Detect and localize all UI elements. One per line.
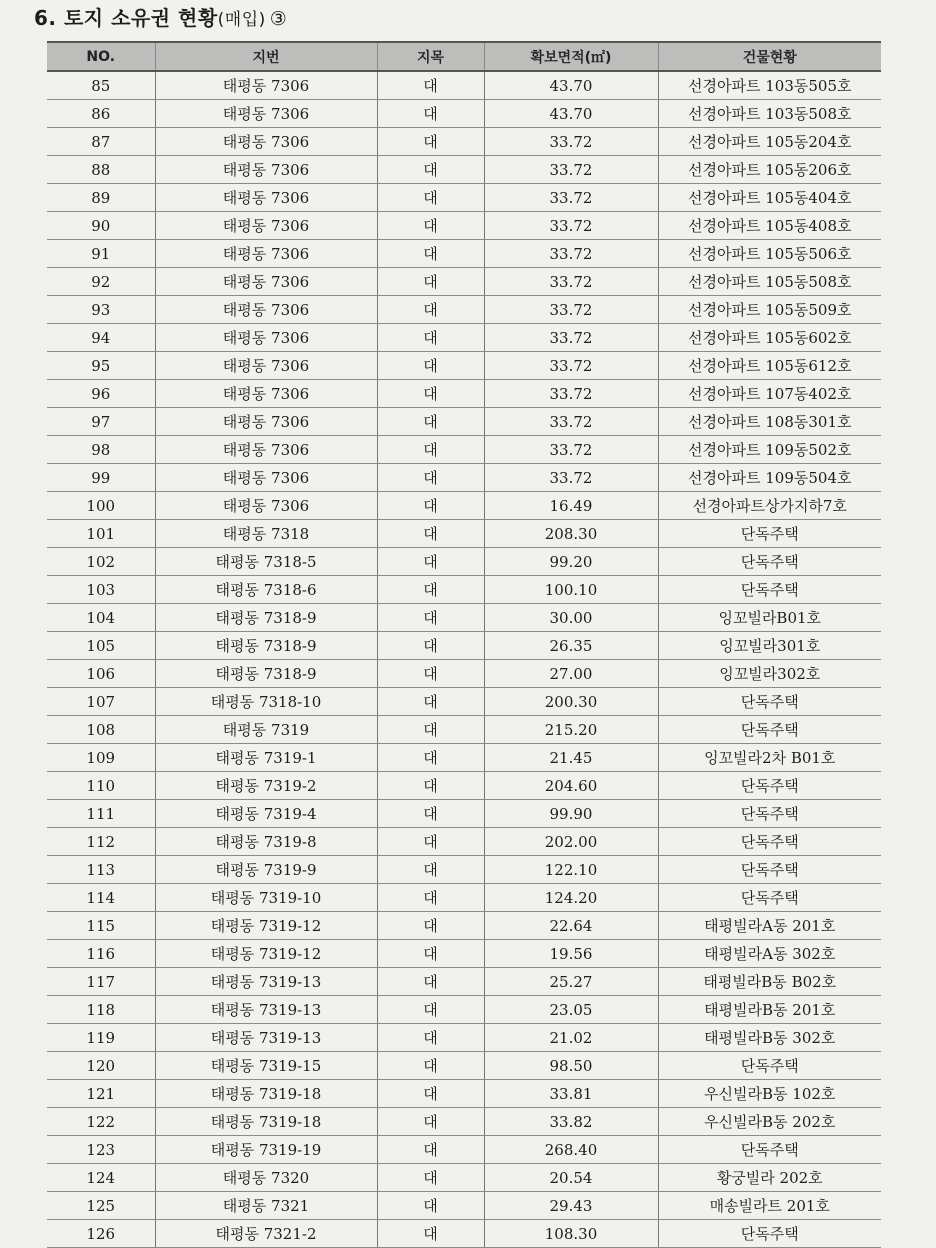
- table-row: [47, 240, 881, 268]
- cell-land-category: 대: [377, 1192, 484, 1220]
- cell-no: 89: [47, 184, 155, 212]
- title-number: ③: [269, 8, 288, 30]
- table-row: [47, 71, 881, 100]
- cell-no: 106: [47, 660, 155, 688]
- cell-land-category: 대: [377, 744, 484, 772]
- cell-lot-number: 태평동 7306: [155, 128, 377, 156]
- cell-lot-number: 태평동 7319-12: [155, 940, 377, 968]
- cell-secured-area: 33.72: [484, 268, 658, 296]
- cell-secured-area: 33.72: [484, 240, 658, 268]
- cell-no: 86: [47, 100, 155, 128]
- cell-lot-number: 태평동 7319-4: [155, 800, 377, 828]
- cell-lot-number: 태평동 7306: [155, 240, 377, 268]
- cell-building-status: 선경아파트 105동508호: [658, 268, 881, 296]
- cell-lot-number: 태평동 7319-10: [155, 884, 377, 912]
- cell-secured-area: 23.05: [484, 996, 658, 1024]
- table-row: [47, 100, 881, 128]
- cell-lot-number: 태평동 7306: [155, 212, 377, 240]
- cell-building-status: 선경아파트 103동508호: [658, 100, 881, 128]
- cell-land-category: 대: [377, 408, 484, 436]
- cell-secured-area: 268.40: [484, 1136, 658, 1164]
- cell-no: 95: [47, 352, 155, 380]
- cell-building-status: 선경아파트 108동301호: [658, 408, 881, 436]
- cell-secured-area: 29.43: [484, 1192, 658, 1220]
- cell-land-category: 대: [377, 548, 484, 576]
- cell-lot-number: 태평동 7318-9: [155, 660, 377, 688]
- cell-lot-number: 태평동 7319-8: [155, 828, 377, 856]
- cell-building-status: 선경아파트 105동404호: [658, 184, 881, 212]
- cell-land-category: 대: [377, 156, 484, 184]
- cell-land-category: 대: [377, 520, 484, 548]
- cell-building-status: 단독주택: [658, 856, 881, 884]
- header-building-status: 건물현황: [658, 42, 881, 71]
- cell-building-status: 선경아파트 105동506호: [658, 240, 881, 268]
- cell-secured-area: 99.20: [484, 548, 658, 576]
- cell-no: 104: [47, 604, 155, 632]
- cell-secured-area: 27.00: [484, 660, 658, 688]
- cell-land-category: 대: [377, 772, 484, 800]
- cell-no: 100: [47, 492, 155, 520]
- cell-no: 113: [47, 856, 155, 884]
- cell-land-category: 대: [377, 128, 484, 156]
- cell-land-category: 대: [377, 296, 484, 324]
- cell-no: 108: [47, 716, 155, 744]
- cell-land-category: 대: [377, 856, 484, 884]
- table-body: [47, 71, 881, 1248]
- cell-building-status: 태평빌라B동 302호: [658, 1024, 881, 1052]
- cell-no: 98: [47, 436, 155, 464]
- cell-secured-area: 202.00: [484, 828, 658, 856]
- cell-lot-number: 태평동 7306: [155, 352, 377, 380]
- cell-secured-area: 108.30: [484, 1220, 658, 1248]
- table-row: [47, 548, 881, 576]
- cell-building-status: 선경아파트 105동408호: [658, 212, 881, 240]
- cell-no: 99: [47, 464, 155, 492]
- cell-land-category: 대: [377, 912, 484, 940]
- cell-secured-area: 22.64: [484, 912, 658, 940]
- cell-lot-number: 태평동 7306: [155, 380, 377, 408]
- cell-lot-number: 태평동 7320: [155, 1164, 377, 1192]
- cell-land-category: 대: [377, 1136, 484, 1164]
- cell-no: 109: [47, 744, 155, 772]
- header-lot-number: 지번: [155, 42, 377, 71]
- cell-building-status: 황궁빌라 202호: [658, 1164, 881, 1192]
- table-row: [47, 436, 881, 464]
- cell-secured-area: 43.70: [484, 71, 658, 100]
- cell-land-category: 대: [377, 716, 484, 744]
- cell-lot-number: 태평동 7319-18: [155, 1080, 377, 1108]
- cell-no: 119: [47, 1024, 155, 1052]
- header-no: NO.: [47, 42, 155, 71]
- cell-building-status: 우신빌라B동 202호: [658, 1108, 881, 1136]
- cell-lot-number: 태평동 7306: [155, 156, 377, 184]
- cell-building-status: 매송빌라트 201호: [658, 1192, 881, 1220]
- cell-building-status: 선경아파트 105동206호: [658, 156, 881, 184]
- cell-no: 115: [47, 912, 155, 940]
- cell-no: 114: [47, 884, 155, 912]
- table-row: [47, 660, 881, 688]
- cell-land-category: 대: [377, 240, 484, 268]
- cell-land-category: 대: [377, 1080, 484, 1108]
- table-row: [47, 604, 881, 632]
- cell-secured-area: 122.10: [484, 856, 658, 884]
- cell-lot-number: 태평동 7318-10: [155, 688, 377, 716]
- cell-land-category: 대: [377, 380, 484, 408]
- cell-building-status: 단독주택: [658, 884, 881, 912]
- cell-lot-number: 태평동 7306: [155, 71, 377, 100]
- cell-secured-area: 33.81: [484, 1080, 658, 1108]
- cell-secured-area: 19.56: [484, 940, 658, 968]
- cell-building-status: 단독주택: [658, 548, 881, 576]
- table-row: [47, 1024, 881, 1052]
- table-row: [47, 856, 881, 884]
- cell-no: 122: [47, 1108, 155, 1136]
- table-row: [47, 968, 881, 996]
- table-header-row: [47, 42, 881, 71]
- cell-secured-area: 26.35: [484, 632, 658, 660]
- cell-lot-number: 태평동 7319: [155, 716, 377, 744]
- table-row: [47, 268, 881, 296]
- cell-building-status: 단독주택: [658, 520, 881, 548]
- page-title: [34, 2, 287, 31]
- table-row: [47, 492, 881, 520]
- cell-land-category: 대: [377, 632, 484, 660]
- cell-secured-area: 16.49: [484, 492, 658, 520]
- cell-lot-number: 태평동 7319-18: [155, 1108, 377, 1136]
- table-row: [47, 324, 881, 352]
- land-ownership-table: [47, 41, 881, 1248]
- cell-building-status: 태평빌라A동 201호: [658, 912, 881, 940]
- cell-building-status: 단독주택: [658, 688, 881, 716]
- cell-secured-area: 33.72: [484, 156, 658, 184]
- cell-secured-area: 33.72: [484, 380, 658, 408]
- cell-land-category: 대: [377, 464, 484, 492]
- cell-secured-area: 33.82: [484, 1108, 658, 1136]
- cell-no: 103: [47, 576, 155, 604]
- cell-building-status: 태평빌라B동 201호: [658, 996, 881, 1024]
- cell-land-category: 대: [377, 660, 484, 688]
- table-row: [47, 772, 881, 800]
- cell-secured-area: 20.54: [484, 1164, 658, 1192]
- table-row: [47, 632, 881, 660]
- cell-secured-area: 33.72: [484, 464, 658, 492]
- cell-no: 97: [47, 408, 155, 436]
- cell-building-status: 선경아파트 105동602호: [658, 324, 881, 352]
- cell-building-status: 선경아파트상가지하7호: [658, 492, 881, 520]
- cell-secured-area: 33.72: [484, 436, 658, 464]
- cell-building-status: 단독주택: [658, 576, 881, 604]
- header-land-category: 지목: [377, 42, 484, 71]
- cell-building-status: 선경아파트 105동204호: [658, 128, 881, 156]
- cell-land-category: 대: [377, 1164, 484, 1192]
- cell-building-status: 선경아파트 103동505호: [658, 71, 881, 100]
- cell-land-category: 대: [377, 996, 484, 1024]
- cell-lot-number: 태평동 7319-19: [155, 1136, 377, 1164]
- cell-lot-number: 태평동 7319-13: [155, 996, 377, 1024]
- cell-secured-area: 98.50: [484, 1052, 658, 1080]
- cell-secured-area: 204.60: [484, 772, 658, 800]
- cell-secured-area: 33.72: [484, 296, 658, 324]
- table-row: [47, 940, 881, 968]
- cell-lot-number: 태평동 7306: [155, 324, 377, 352]
- cell-lot-number: 태평동 7306: [155, 268, 377, 296]
- cell-no: 112: [47, 828, 155, 856]
- cell-no: 85: [47, 71, 155, 100]
- table-row: [47, 520, 881, 548]
- cell-land-category: 대: [377, 688, 484, 716]
- table-row: [47, 296, 881, 324]
- cell-building-status: 단독주택: [658, 800, 881, 828]
- cell-building-status: 태평빌라B동 B02호: [658, 968, 881, 996]
- table-row: [47, 380, 881, 408]
- table-row: [47, 828, 881, 856]
- cell-no: 91: [47, 240, 155, 268]
- cell-no: 110: [47, 772, 155, 800]
- table-row: [47, 996, 881, 1024]
- cell-land-category: 대: [377, 492, 484, 520]
- cell-land-category: 대: [377, 940, 484, 968]
- cell-lot-number: 태평동 7306: [155, 100, 377, 128]
- table-row: [47, 576, 881, 604]
- cell-lot-number: 태평동 7319-13: [155, 968, 377, 996]
- cell-building-status: 잉꼬빌라2차 B01호: [658, 744, 881, 772]
- cell-building-status: 선경아파트 105동509호: [658, 296, 881, 324]
- cell-land-category: 대: [377, 1052, 484, 1080]
- cell-building-status: 단독주택: [658, 1052, 881, 1080]
- cell-no: 101: [47, 520, 155, 548]
- cell-secured-area: 25.27: [484, 968, 658, 996]
- cell-lot-number: 태평동 7319-2: [155, 772, 377, 800]
- cell-building-status: 단독주택: [658, 716, 881, 744]
- cell-lot-number: 태평동 7318-6: [155, 576, 377, 604]
- cell-no: 94: [47, 324, 155, 352]
- table-row: [47, 128, 881, 156]
- cell-secured-area: 33.72: [484, 324, 658, 352]
- table-row: [47, 716, 881, 744]
- cell-no: 124: [47, 1164, 155, 1192]
- cell-land-category: 대: [377, 184, 484, 212]
- table-row: [47, 1052, 881, 1080]
- cell-land-category: 대: [377, 800, 484, 828]
- table-row: [47, 884, 881, 912]
- cell-secured-area: 33.72: [484, 352, 658, 380]
- cell-land-category: 대: [377, 576, 484, 604]
- cell-land-category: 대: [377, 884, 484, 912]
- cell-secured-area: 43.70: [484, 100, 658, 128]
- cell-lot-number: 태평동 7306: [155, 184, 377, 212]
- table-row: [47, 184, 881, 212]
- cell-building-status: 잉꼬빌라302호: [658, 660, 881, 688]
- table-row: [47, 156, 881, 184]
- cell-no: 90: [47, 212, 155, 240]
- cell-no: 102: [47, 548, 155, 576]
- cell-no: 88: [47, 156, 155, 184]
- cell-no: 107: [47, 688, 155, 716]
- cell-no: 125: [47, 1192, 155, 1220]
- cell-building-status: 단독주택: [658, 1136, 881, 1164]
- table-row: [47, 1108, 881, 1136]
- table-row: [47, 1220, 881, 1248]
- cell-building-status: 선경아파트 109동504호: [658, 464, 881, 492]
- cell-land-category: 대: [377, 100, 484, 128]
- cell-no: 126: [47, 1220, 155, 1248]
- cell-lot-number: 태평동 7321: [155, 1192, 377, 1220]
- cell-secured-area: 124.20: [484, 884, 658, 912]
- cell-secured-area: 33.72: [484, 212, 658, 240]
- table-row: [47, 352, 881, 380]
- cell-lot-number: 태평동 7319-1: [155, 744, 377, 772]
- cell-secured-area: 21.02: [484, 1024, 658, 1052]
- cell-land-category: 대: [377, 1024, 484, 1052]
- cell-secured-area: 33.72: [484, 408, 658, 436]
- cell-lot-number: 태평동 7318-9: [155, 632, 377, 660]
- cell-building-status: 우신빌라B동 102호: [658, 1080, 881, 1108]
- cell-lot-number: 태평동 7318-5: [155, 548, 377, 576]
- cell-building-status: 단독주택: [658, 828, 881, 856]
- cell-no: 117: [47, 968, 155, 996]
- cell-lot-number: 태평동 7319-12: [155, 912, 377, 940]
- cell-no: 121: [47, 1080, 155, 1108]
- cell-no: 87: [47, 128, 155, 156]
- table-row: [47, 688, 881, 716]
- cell-land-category: 대: [377, 212, 484, 240]
- cell-no: 123: [47, 1136, 155, 1164]
- cell-lot-number: 태평동 7319-13: [155, 1024, 377, 1052]
- cell-secured-area: 215.20: [484, 716, 658, 744]
- cell-secured-area: 208.30: [484, 520, 658, 548]
- table-row: [47, 912, 881, 940]
- cell-land-category: 대: [377, 1220, 484, 1248]
- cell-secured-area: 99.90: [484, 800, 658, 828]
- table-row: [47, 800, 881, 828]
- cell-building-status: 단독주택: [658, 772, 881, 800]
- cell-no: 96: [47, 380, 155, 408]
- cell-building-status: 선경아파트 105동612호: [658, 352, 881, 380]
- cell-land-category: 대: [377, 352, 484, 380]
- title-sub: (매입): [217, 10, 266, 30]
- cell-no: 118: [47, 996, 155, 1024]
- cell-lot-number: 태평동 7306: [155, 436, 377, 464]
- cell-secured-area: 200.30: [484, 688, 658, 716]
- cell-no: 105: [47, 632, 155, 660]
- cell-secured-area: 30.00: [484, 604, 658, 632]
- cell-lot-number: 태평동 7318-9: [155, 604, 377, 632]
- table-row: [47, 408, 881, 436]
- header-secured-area: 확보면적(㎡): [484, 42, 658, 71]
- title-main: 6. 토지 소유권 현황: [34, 6, 218, 30]
- cell-lot-number: 태평동 7306: [155, 408, 377, 436]
- cell-lot-number: 태평동 7306: [155, 464, 377, 492]
- cell-no: 93: [47, 296, 155, 324]
- cell-building-status: 선경아파트 109동502호: [658, 436, 881, 464]
- cell-lot-number: 태평동 7319-9: [155, 856, 377, 884]
- cell-land-category: 대: [377, 604, 484, 632]
- cell-land-category: 대: [377, 828, 484, 856]
- cell-secured-area: 33.72: [484, 184, 658, 212]
- cell-no: 111: [47, 800, 155, 828]
- cell-lot-number: 태평동 7319-15: [155, 1052, 377, 1080]
- table-row: [47, 1164, 881, 1192]
- cell-lot-number: 태평동 7321-2: [155, 1220, 377, 1248]
- cell-land-category: 대: [377, 1108, 484, 1136]
- cell-land-category: 대: [377, 268, 484, 296]
- cell-land-category: 대: [377, 324, 484, 352]
- cell-land-category: 대: [377, 968, 484, 996]
- cell-no: 116: [47, 940, 155, 968]
- table-row: [47, 1192, 881, 1220]
- cell-lot-number: 태평동 7306: [155, 296, 377, 324]
- cell-land-category: 대: [377, 71, 484, 100]
- table-row: [47, 744, 881, 772]
- cell-land-category: 대: [377, 436, 484, 464]
- cell-building-status: 잉꼬빌라301호: [658, 632, 881, 660]
- cell-secured-area: 33.72: [484, 128, 658, 156]
- cell-building-status: 단독주택: [658, 1220, 881, 1248]
- cell-lot-number: 태평동 7318: [155, 520, 377, 548]
- cell-no: 120: [47, 1052, 155, 1080]
- cell-secured-area: 100.10: [484, 576, 658, 604]
- cell-no: 92: [47, 268, 155, 296]
- table-row: [47, 1080, 881, 1108]
- cell-lot-number: 태평동 7306: [155, 492, 377, 520]
- table-row: [47, 212, 881, 240]
- cell-building-status: 선경아파트 107동402호: [658, 380, 881, 408]
- table-row: [47, 1136, 881, 1164]
- table-row: [47, 464, 881, 492]
- cell-building-status: 태평빌라A동 302호: [658, 940, 881, 968]
- cell-secured-area: 21.45: [484, 744, 658, 772]
- cell-building-status: 잉꼬빌라B01호: [658, 604, 881, 632]
